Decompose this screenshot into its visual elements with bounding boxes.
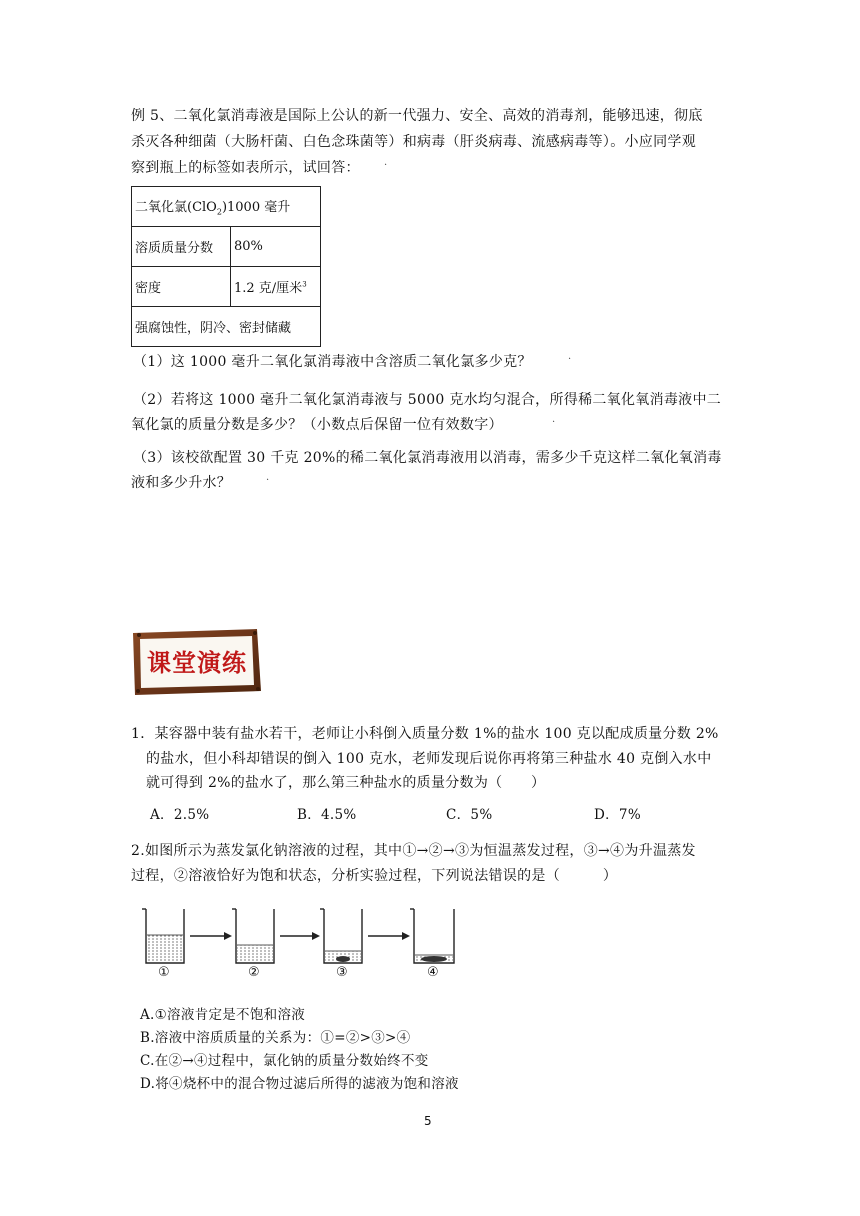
problem-2-option-a: A.①溶液肯定是不饱和溶液 xyxy=(140,1007,306,1023)
question-3-line-2: 液和多少升水？ xyxy=(131,475,232,491)
beaker-label-3: ③ xyxy=(336,965,348,980)
page-number: 5 xyxy=(424,1114,432,1128)
problem-2-option-b: B.溶液中溶质质量的关系为：①=②>③>④ xyxy=(140,1030,411,1046)
problem-1-line-3: 就可得到 2%的盐水了，那么第三种盐水的质量分数为（ ） xyxy=(146,775,546,791)
beaker-sequence-icon xyxy=(140,905,480,967)
problem-1-option-c: C．5% xyxy=(446,807,493,823)
question-3-line-1: （3）该校欲配置 30 千克 20%的稀二氧化氯消毒液用以消毒，需多少千克这样二氧化氧消毒 xyxy=(133,450,722,466)
example-line-3: 察到瓶上的标签如表所示，试回答： xyxy=(131,160,360,176)
label-key-density: 密度 xyxy=(132,267,231,307)
problem-2-line-1: 2.如图所示为蒸发氯化钠溶液的过程，其中①→②→③为恒温蒸发过程，③→④为升温蒸发 xyxy=(131,843,696,859)
paragraph-mark: · xyxy=(568,354,572,365)
problem-1-option-b: B．4.5% xyxy=(297,807,357,823)
question-2-line-2: 氧化氯的质量分数是多少？（小数点后保留一位有效数字） xyxy=(131,417,503,433)
classroom-practice-banner xyxy=(131,627,262,697)
label-val-mass-fraction: 80% xyxy=(231,227,321,267)
example-line-1: 例 5、二氧化氯消毒液是国际上公认的新一代强力、安全、高效的消毒剂，能够迅速，彻底 xyxy=(131,108,703,124)
problem-1-line-1: 1．某容器中装有盐水若干，老师让小科倒入质量分数 1%的盐水 100 克以配成质量分数 2% xyxy=(131,726,719,742)
problem-1-option-a: A．2.5% xyxy=(150,807,210,823)
question-1: （1）这 1000 毫升二氧化氯消毒液中含溶质二氧化氯多少克？ xyxy=(133,354,532,370)
problem-2-option-d: D.将④烧杯中的混合物过滤后所得的滤液为饱和溶液 xyxy=(140,1076,459,1092)
beaker-label-2: ② xyxy=(248,965,260,980)
evaporation-diagram xyxy=(140,905,480,985)
bottle-label-table xyxy=(131,186,321,347)
problem-2-option-c: C.在②→④过程中，氯化钠的质量分数始终不变 xyxy=(140,1053,429,1069)
banner-title: 课堂演练 xyxy=(147,649,247,677)
paragraph-mark: · xyxy=(266,475,270,486)
question-2-line-1: （2）若将这 1000 毫升二氧化氯消毒液与 5000 克水均匀混合，所得稀二氧化氧消毒液中二 xyxy=(133,392,722,408)
label-row-storage: 强腐蚀性，阴冷、密封储藏 xyxy=(132,307,321,347)
label-row-volume: 二氧化氯(ClO$_2$)1000 毫升 xyxy=(132,187,321,227)
label-val-density: 1.2 克/厘米$^3$ xyxy=(231,267,321,307)
problem-1-option-d: D．7% xyxy=(594,807,641,823)
label-key-mass-fraction: 溶质质量分数 xyxy=(132,227,231,267)
beaker-label-4: ④ xyxy=(427,965,439,980)
paragraph-mark: · xyxy=(552,417,556,428)
paragraph-mark: · xyxy=(384,160,388,171)
beaker-label-1: ① xyxy=(158,965,170,980)
problem-2-line-2: 过程，②溶液恰好为饱和状态，分析实验过程，下列说法错误的是（ ） xyxy=(131,868,618,884)
example-line-2: 杀灭各种细菌（大肠杆菌、白色念珠菌等）和病毒（肝炎病毒、流感病毒等）。小应同学观 xyxy=(131,134,696,150)
problem-1-line-2: 的盐水，但小科却错误的倒入 100 克水，老师发现后说你再将第三种盐水 40 克倒入水中 xyxy=(146,751,712,767)
